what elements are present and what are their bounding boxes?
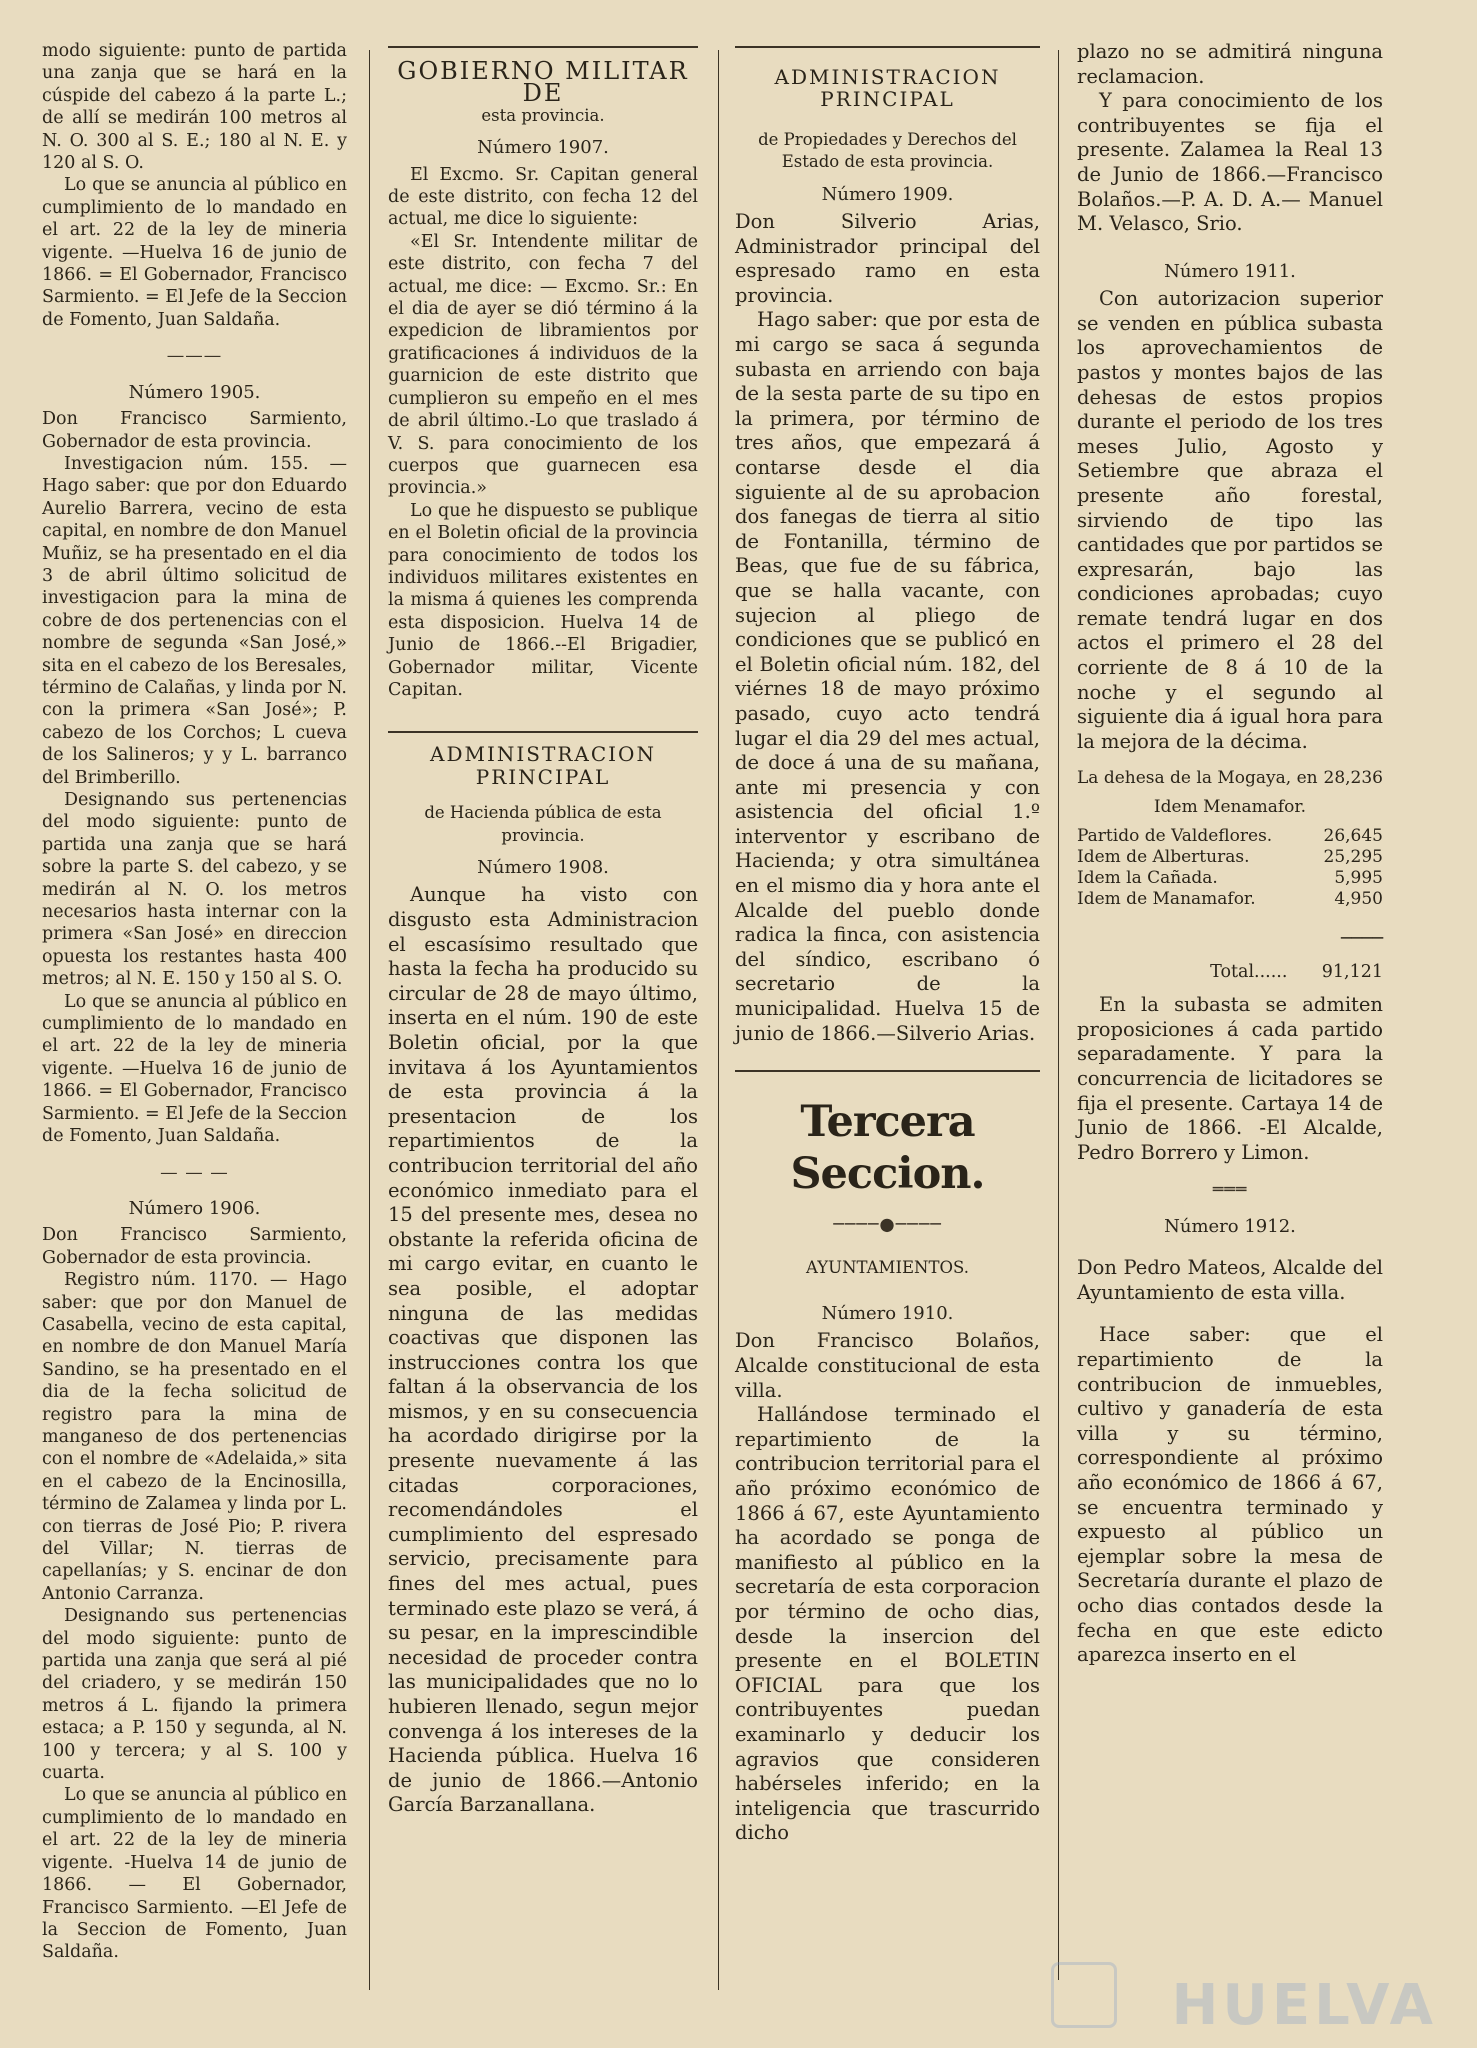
total-value: 91,121 xyxy=(1321,961,1383,982)
top-rule xyxy=(388,46,698,48)
notice-number: Número 1910. xyxy=(821,1303,954,1325)
table-cell: La dehesa de la Mogaya, en xyxy=(1077,768,1318,789)
paragraph: Hago saber: que por esta de mi cargo se saca á segunda subasta en arriendo con baja de la sesta parte de su tipo en la primera, por término de tres años, que empezará á contarse desde el dia siguiente al de su aprobacion dos fanegas de tierra al sitio de Fontanilla, término de Beas, que fue de su fábrica, que se halla vacante, con sujecion al pliego de condiciones que se publicó en el Boletin oficial núm. 182, del viérnes 18 de mayo próximo pasado, cuyo acto tendrá lugar el dia 29 del mes actual, de doce á una de su mañana, ante mi presencia y con asistencia del oficial 1.º interventor y escribano de Hacienda; y otra simultánea en el mismo dia y hora ante el Alcalde del pueblo donde radica la finca, con asistencia del síndico, escribano ó secretario de la municipalidad. Huelva 15 de junio de 1866.—Silverio Arias. xyxy=(735,308,1040,1045)
table-cell: Idem de Manamafor. xyxy=(1077,889,1256,910)
top-rule xyxy=(735,46,1040,48)
notice-number: Número 1911. xyxy=(1164,260,1296,282)
total-label: Total...... xyxy=(1210,961,1288,982)
table-cell: Partido de Valdeflores. xyxy=(1077,826,1273,847)
notice-number: Número 1908. xyxy=(477,857,609,878)
paragraph: Lo que se anuncia al público en cumplimiento de lo mandado en el art. 22 de la ley de mineria vigente. -Huelva 14 de junio de 1866. — El Gobernador, Francisco Sarmiento. —El Jefe de la Seccion de Fomento, Juan Saldaña. xyxy=(42,1785,347,1963)
section-subheading: de Hacienda pública de esta provincia. xyxy=(424,803,662,845)
notice-heading: Don Francisco Sarmiento, Gobernador de esta provincia. xyxy=(42,1225,347,1268)
paragraph: «El Sr. Intendente militar de este distrito, con fecha 7 del actual, me dice: — Excmo. Sr.: En el dia de ayer se dió término á la expedicion de libramientos por gratificaciones á individuos de la guarnicion de este distrito que cumplieron su empeño en el mes de abril último.-Lo que traslado á V. S. para conocimiento de los cuerpos que guarnecen esa provincia.» xyxy=(388,231,698,499)
paragraph: Lo que se anuncia al público en cumplimiento de lo mandado en el art. 22 de la ley de mineria vigente. —Huelva 16 de junio de 1866. = El Gobernador, Francisco Sarmiento. = El Jefe de la Seccion de Fomento, Juan Saldaña. xyxy=(42,991,347,1147)
column-3 xyxy=(735,40,1040,1846)
table-cell: 5,995 xyxy=(1334,868,1383,889)
paragraph: Lo que se anuncia al público en cumplimiento de lo mandado en el art. 22 de la ley de mineria vigente. —Huelva 16 de junio de 1866. = El Gobernador, Francisco Sarmiento. = El Jefe de la Seccion de Fomento, Juan Saldaña. xyxy=(42,175,347,330)
paragraph: Hallándose terminado el repartimiento de la contribucion territorial para el año próximo económico de 1866 á 67, este Ayuntamiento ha acordado se ponga de manifiesto al público en la secretaría de esta corporacion por término de ocho dias, desde la insercion del presente en el BOLETIN OFICIAL para que los contribuyentes puedan examinarlo y deducir los agravios que consideren habérseles inferido; en la inteligencia que trascurrido dicho xyxy=(735,1403,1040,1845)
table-cell: Idem Menamafor. xyxy=(1153,797,1307,818)
price-table xyxy=(1077,768,1383,910)
column-rule xyxy=(718,50,719,1990)
paragraph: En la subasta se admiten proposiciones á cada partido separadamente. Y para la concurrencia de licitadores se fija el presente. Cartaya 14 de Junio de 1866. -El Alcalde, Pedro Borrero y Limon. xyxy=(1077,993,1383,1164)
notice-number: Número 1906. xyxy=(128,1197,261,1219)
section-subheading: de Propiedades y Derechos del Estado de esta provincia. xyxy=(758,129,1017,172)
paragraph: Investigacion núm. 155. —Hago saber: que por don Eduardo Aurelio Barrera, vecino de esta capital, en nombre de don Manuel Muñiz, se ha presentado en el dia 3 de abril último solicitud de investigacion para la mina de cobre de dos pertenencias con el nombre de segunda «San José,» sita en el cabezo de los Beresales, término de Calañas, y linda por N. con la primera «San José»; P. cabezo de los Corchos; L cueva de los Salineros; y y L. barranco del Brimberillo. xyxy=(42,453,347,788)
section-heading: ADMINISTRACION PRINCIPAL xyxy=(774,65,1001,112)
notice-number: Número 1905. xyxy=(128,381,261,403)
notice-heading: Don Silverio Arias, Administrador principal del espresado ramo en esta provincia. xyxy=(735,210,1040,307)
paragraph: modo siguiente: punto de partida una zanja que se hará en la cúspide del cabezo á la parte L.; de allí se medirán 100 metros al N. O. 300 al S. E.; 180 al N. E. y 120 al S. O. xyxy=(42,41,347,174)
section-subheading: AYUNTAMIENTOS. xyxy=(806,1257,969,1277)
paragraph: Lo que he dispuesto se publique en el Boletin oficial de la provincia para conocimiento de todos los individuos militares existentes en la misma á quienes les comprenda esta disposicion. Huelva 14 de Junio de 1866.--El Brigadier, Gobernador militar, Vicente Capitan. xyxy=(388,500,698,700)
paragraph: plazo no se admitirá ninguna reclamacion. xyxy=(1077,40,1383,88)
column-4 xyxy=(1077,40,1383,1668)
paragraph: Designando sus pertenencias del modo siguiente: punto de partida una zanja que se hará sobre la parte S. del cabezo, y se medirán al N. O. los metros necesarios hasta internar con la primera «San José» en direccion opuesta los restantes hasta 400 metros; al N. E. 150 y 150 al S. O. xyxy=(42,790,347,990)
table-row xyxy=(1077,826,1383,847)
paragraph: Con autorizacion superior se venden en pública subasta los aprovechamientos de pastos y montes bajos de las dehesas de estos propios durante el periodo de los tres meses Julio, Agosto y Setiembre que abraza el presente año forestal, sirviendo de tipo las cantidades que por partidos se expresarán, bajo las condiciones aprobadas; cuyo remate tendrá lugar en dos actos el primero el 28 del corriente de 8 á 10 de la noche y el segundo al siguiente dia á igual hora para la mejora de la décima. xyxy=(1077,287,1383,753)
notice-heading: Don Francisco Bolaños, Alcalde constitucional de esta villa. xyxy=(735,1329,1040,1402)
table-row xyxy=(1077,868,1383,889)
section-heading: ADMINISTRACION PRINCIPAL xyxy=(430,742,656,789)
table-cell: 25,295 xyxy=(1323,847,1383,868)
paragraph: Hace saber: que el repartimiento de la contribucion de inmuebles, cultivo y ganadería de esta villa y su término, correspondiente al próximo año económico de 1866 á 67, se encuentra terminado y expuesto al público un ejemplar sobre la mesa de Secretaría durante el plazo de ocho dias contados desde la fecha en que este edicto aparezca inserto en el xyxy=(1077,1323,1383,1667)
table-row xyxy=(1077,789,1383,826)
table-row xyxy=(1077,768,1383,789)
notice-heading: Don Francisco Sarmiento, Gobernador de esta provincia. xyxy=(42,409,347,452)
column-1 xyxy=(42,40,347,1964)
watermark-seal-icon xyxy=(1051,1962,1117,2028)
total-rule: ──── xyxy=(1340,929,1383,950)
column-rule xyxy=(1058,50,1059,1980)
ornament: ═══ xyxy=(1212,1180,1248,1201)
table-row xyxy=(1077,847,1383,868)
table-row xyxy=(1077,889,1383,910)
table-cell: 4,950 xyxy=(1334,889,1383,910)
paragraph: Registro núm. 1170. — Hago saber: que por don Manuel de Casabella, vecino de esta capital, en nombre de don Manuel María Sandino, se ha presentado en el dia de la fecha solicitud de registro para la mina de manganeso de dos pertenencias con el nombre de «Adelaida,» sita en el cabezo de la Encinosilla, término de Zalamea y linda por L. con tierras de José Pio; P. rivera del Villar; N. tierras de capellanías; y S. encinar de don Antonio Carranza. xyxy=(42,1270,347,1604)
paragraph: Y para conocimiento de los contribuyentes se fija el presente. Zalamea la Real 13 de Junio de 1866.—Francisco Bolaños.—P. A. D. A.— Manuel M. Velasco, Srio. xyxy=(1077,89,1383,236)
divider xyxy=(388,731,698,733)
table-cell: 28,236 xyxy=(1323,768,1383,789)
column-rule xyxy=(369,50,370,1990)
column-2 xyxy=(388,40,698,1818)
table-cell: Idem la Cañada. xyxy=(1077,868,1218,889)
separator: — — — xyxy=(160,1162,229,1183)
notice-number: Número 1912. xyxy=(1164,1215,1296,1237)
separator: ——— xyxy=(166,346,223,367)
notice-number: Número 1907. xyxy=(477,137,609,159)
section-heading: GOBIERNO MILITAR DE xyxy=(397,57,689,108)
table-cell: 26,645 xyxy=(1323,826,1383,847)
section-title: Tercera Seccion. xyxy=(790,1097,985,1200)
paragraph: El Excmo. Sr. Capitan general de este distrito, con fecha 12 del actual, me dice lo siguiente: xyxy=(388,164,698,230)
section-subheading: esta provincia. xyxy=(481,105,605,125)
total-row xyxy=(1077,961,1383,983)
paragraph: Designando sus pertenencias del modo siguiente: punto de partida una zanja que será al pié del criadero, y se medirán 150 metros á L. fijando la primera estaca; a P. 150 y segunda, al N. 100 y tercera; y al S. 100 y cuarta. xyxy=(42,1606,347,1784)
ornament: ────●──── xyxy=(833,1215,942,1236)
watermark-logo: HUELVA xyxy=(1171,1973,1437,2038)
paragraph: Aunque ha visto con disgusto esta Administracion el escasísimo resultado que hasta la fecha ha producido su circular de 28 de mayo último, inserta en el núm. 190 de este Boletin oficial, por la que invitava á los Ayuntamientos de esta provincia á la presentacion de los repartimientos de la contribucion territorial del año económico inmediato para el 15 del presente mes, desea no obstante la referida oficina de mi cargo evitar, en cuanto le sea posible, el adoptar ninguna de las medidas coactivas que disponen las instrucciones contra los que faltan á la observancia de los mismos, y en su consecuencia ha acordado dirigirse por la presente nuevamente á las citadas corporaciones, recomendándoles el cumplimiento del espresado servicio, precisamente para fines del mes actual, pues terminado este plazo se verá, á su pesar, en la imprescindible necesidad de proceder contra las municipalidades que no lo hubieren llenado, segun mejor convenga á los intereses de la Hacienda pública. Huelva 16 de junio de 1866.—Antonio García Barzanallana. xyxy=(388,883,698,1817)
divider xyxy=(735,1070,1040,1072)
table-cell: Idem de Alberturas. xyxy=(1077,847,1250,868)
notice-heading: Don Pedro Mateos, Alcalde del Ayuntamiento de esta villa. xyxy=(1077,1256,1383,1304)
notice-number: Número 1909. xyxy=(821,183,954,205)
